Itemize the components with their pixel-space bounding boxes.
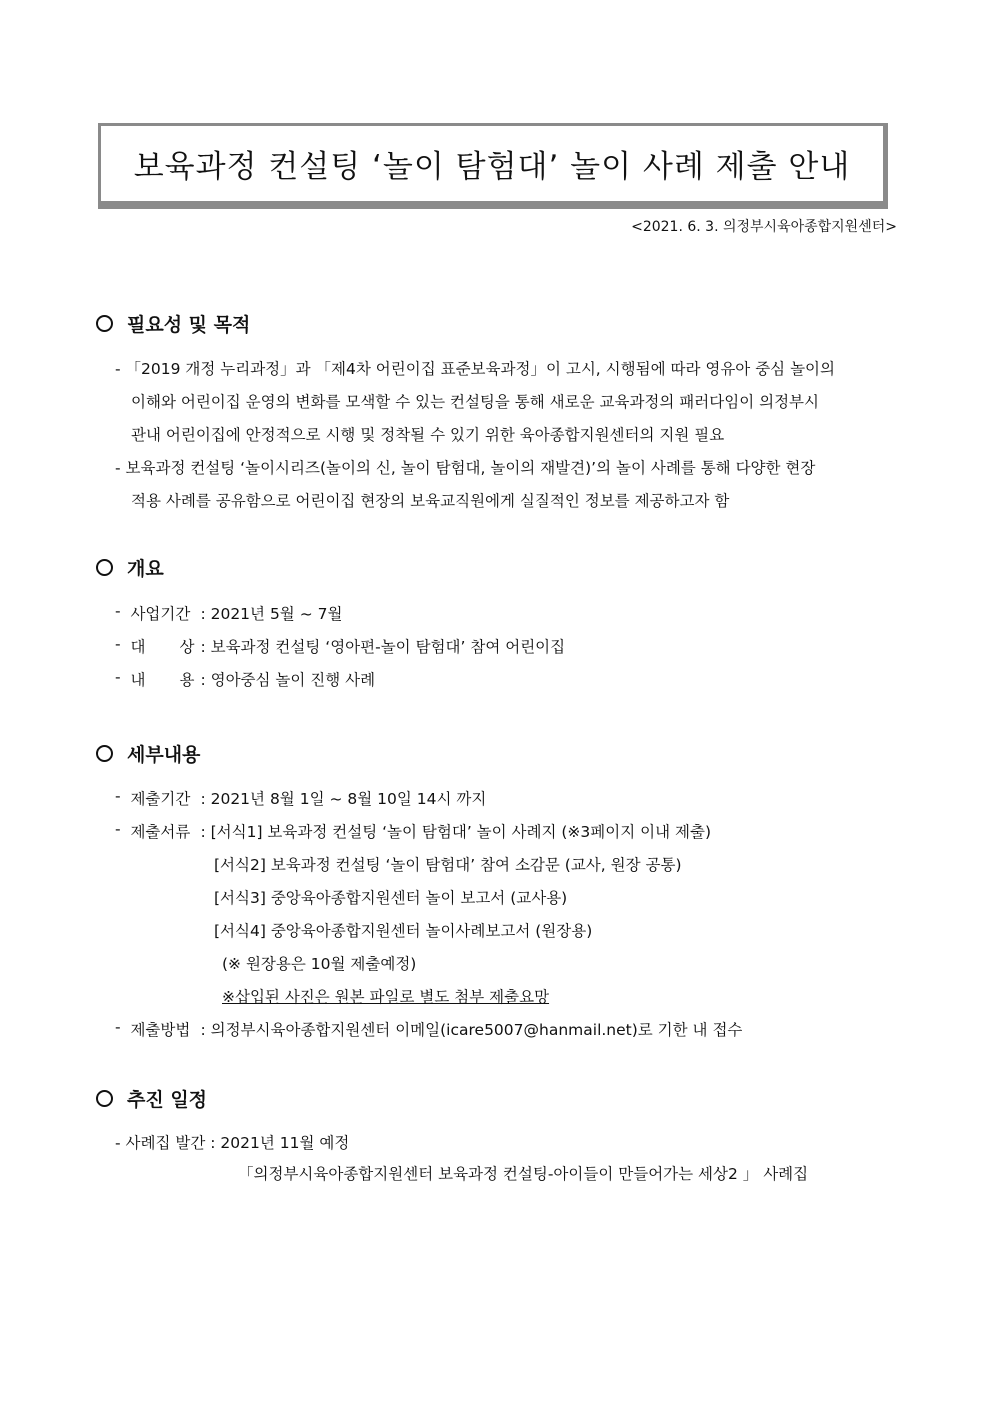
- details-doc-2: [서식2] 보육과정 컨설팅 ‘놀이 탐험대’ 참여 소감문 (교사, 원장 공통): [214, 856, 682, 874]
- purpose-line-3: 관내 어린이집에 안정적으로 시행 및 정착될 수 있기 위한 육아종합지원센터의 지원 필요: [131, 426, 725, 444]
- overview-period-value: : 2021년 5월 ~ 7월: [200, 605, 343, 623]
- circle-bullet-icon: [96, 1090, 113, 1107]
- details-doc-1: : [서식1] 보육과정 컨설팅 ‘놀이 탐험대’ 놀이 사례지 (※3페이지 이내 제출): [200, 823, 711, 841]
- overview-period-label: 사업기간: [130, 605, 191, 623]
- details-period-label: 제출기간: [130, 790, 191, 808]
- details-method-label: 제출방법: [130, 1021, 191, 1039]
- circle-bullet-icon: [96, 315, 113, 332]
- title-box: [98, 123, 888, 209]
- details-note-1: (※ 원장용은 10월 제출예정): [222, 955, 417, 973]
- purpose-line-2: 이해와 어린이집 운영의 변화를 모색할 수 있는 컨설팅을 통해 새로운 교육과정의 패러다임이 의정부시: [131, 393, 819, 411]
- section-heading-overview: [96, 554, 164, 581]
- overview-target-row: - 대 상 : 보육과정 컨설팅 ‘영아편-놀이 탐험대’ 참여 어린이집: [115, 635, 566, 656]
- dateline: <2021. 6. 3. 의정부시육아종합지원센터>: [631, 219, 897, 235]
- overview-target-value: : 보육과정 컨설팅 ‘영아편-놀이 탐험대’ 참여 어린이집: [200, 638, 566, 656]
- purpose-line-5: 적용 사례를 공유함으로 어린이집 현장의 보육교직원에게 실질적인 정보를 제공하고자 함: [131, 492, 730, 510]
- section-heading-schedule: [96, 1085, 207, 1112]
- details-method-value: : 의정부시육아종합지원센터 이메일(icare5007@hanmail.net)로 기한 내 접수: [200, 1021, 743, 1039]
- section-heading-purpose: [96, 310, 250, 337]
- schedule-line-2: 「의정부시육아종합지원센터 보육과정 컨설팅-아이들이 만들어가는 세상2 」 사례집: [238, 1165, 809, 1183]
- circle-bullet-icon: [96, 745, 113, 762]
- details-period-row: - 제출기간 : 2021년 8월 1일 ~ 8월 10일 14시 까지: [115, 787, 487, 808]
- overview-content-value: : 영아중심 놀이 진행 사례: [200, 671, 376, 689]
- circle-bullet-icon: [96, 559, 113, 576]
- details-method-row: - 제출방법 : 의정부시육아종합지원센터 이메일(icare5007@hanmail.net)로 기한 내 접수: [115, 1018, 743, 1039]
- schedule-line-1: - 사례집 발간 : 2021년 11월 예정: [115, 1134, 350, 1152]
- details-doc-3: [서식3] 중앙육아종합지원센터 놀이 보고서 (교사용): [214, 889, 568, 907]
- purpose-line-4: - 보육과정 컨설팅 ‘놀이시리즈(놀이의 신, 놀이 탐험대, 놀이의 재발견)’의 놀이 사례를 통해 다양한 현장: [115, 459, 816, 477]
- overview-period-row: - 사업기간 : 2021년 5월 ~ 7월: [115, 602, 343, 623]
- section-heading-details: [96, 740, 200, 767]
- details-doc-4: [서식4] 중앙육아종합지원센터 놀이사례보고서 (원장용): [214, 922, 593, 940]
- section-title: 추진 일정: [127, 1089, 208, 1111]
- page-title: 보육과정 컨설팅 ‘놀이 탐험대’ 놀이 사례 제출 안내: [133, 149, 851, 185]
- section-title: 개요: [127, 558, 164, 580]
- overview-content-row: - 내 용 : 영아중심 놀이 진행 사례: [115, 668, 376, 689]
- purpose-line-1: - 「2019 개정 누리과정」과 「제4차 어린이집 표준보육과정」이 고시, 시행됨에 따라 영유아 중심 놀이의: [115, 360, 835, 378]
- details-period-value: : 2021년 8월 1일 ~ 8월 10일 14시 까지: [200, 790, 487, 808]
- section-title: 세부내용: [127, 744, 201, 766]
- details-docs-label: 제출서류: [130, 823, 191, 841]
- details-docs-row: - 제출서류 : [서식1] 보육과정 컨설팅 ‘놀이 탐험대’ 놀이 사례지 (※3페이지 이내 제출): [115, 820, 711, 841]
- section-title: 필요성 및 목적: [127, 314, 251, 336]
- details-note-2: ※삽입된 사진은 원본 파일로 별도 첨부 제출요망: [222, 988, 550, 1006]
